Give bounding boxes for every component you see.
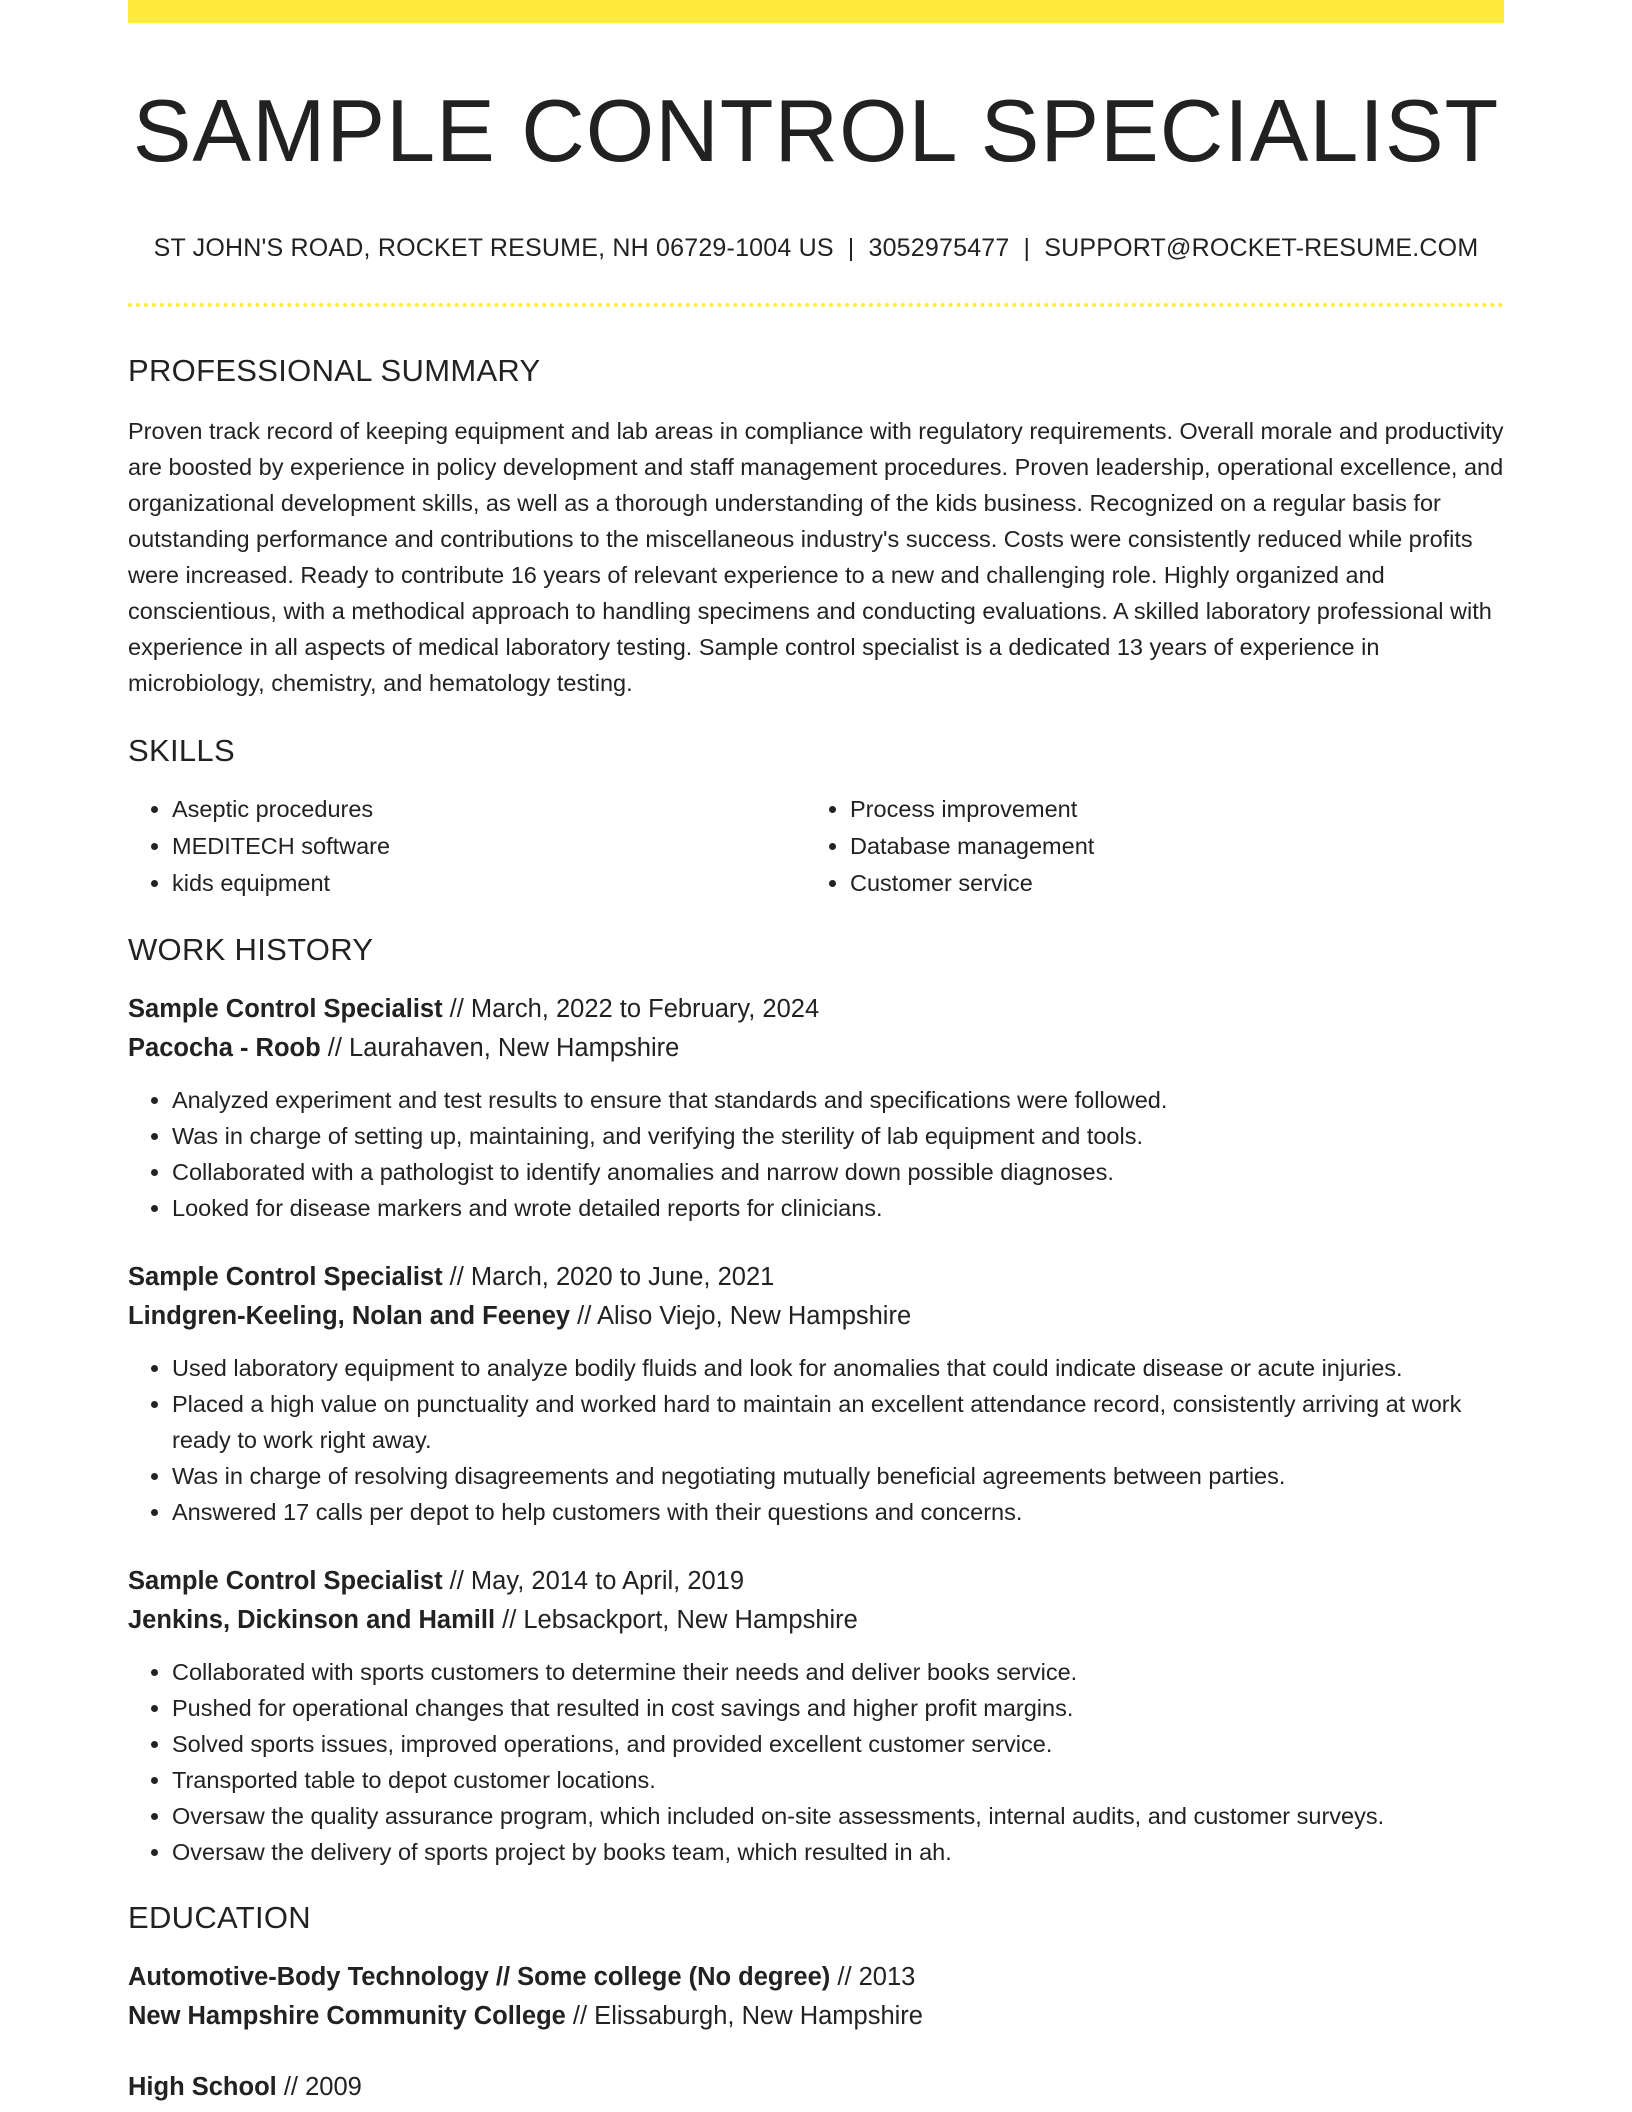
job-bullets xyxy=(128,1350,1504,1530)
skill-item: • MEDITECH software xyxy=(172,828,806,865)
skills-column-right xyxy=(806,791,1484,902)
skills-heading: SKILLS xyxy=(128,732,235,768)
dotted-divider xyxy=(128,303,1504,307)
education-year: // 2013 xyxy=(830,1962,916,1991)
skill-item: • kids equipment xyxy=(172,865,806,902)
job-dates: // March, 2020 to June, 2021 xyxy=(442,1262,775,1291)
job-title-line xyxy=(128,1258,1504,1297)
job-entry xyxy=(128,1258,1504,1530)
job-location: // Laurahaven, New Hampshire xyxy=(320,1033,680,1062)
job-title-line xyxy=(128,990,1504,1029)
job-company: Jenkins, Dickinson and Hamill xyxy=(128,1605,496,1634)
education-entry xyxy=(128,1958,1504,2036)
job-bullets xyxy=(128,1654,1504,1870)
job-entry xyxy=(128,1562,1504,1870)
email[interactable]: SUPPORT@ROCKET-RESUME.COM xyxy=(1044,233,1479,262)
job-bullet: • Collaborated with a pathologist to identify anomalies and narrow down possible diagnoses. xyxy=(172,1154,1504,1190)
job-bullet: • Pushed for operational changes that resulted in cost savings and higher profit margins. xyxy=(172,1690,1504,1726)
job-bullet: • Collaborated with sports customers to determine their needs and deliver books service. xyxy=(172,1654,1504,1690)
job-company-line xyxy=(128,1297,1504,1336)
contact-separator: | xyxy=(847,233,855,262)
job-company-line xyxy=(128,1029,1504,1068)
job-company: Pacocha - Roob xyxy=(128,1033,321,1062)
job-bullet: • Answered 17 calls per depot to help customers with their questions and concerns. xyxy=(172,1494,1504,1530)
job-bullet: • Was in charge of resolving disagreements and negotiating mutually beneficial agreements between parties. xyxy=(172,1458,1504,1494)
job-bullet: • Looked for disease markers and wrote detailed reports for clinicians. xyxy=(172,1190,1504,1226)
job-bullets xyxy=(128,1082,1504,1226)
top-accent-bar xyxy=(128,0,1504,23)
education-degree: Automotive-Body Technology // Some college (No degree) xyxy=(128,1962,831,1991)
job-company: Lindgren-Keeling, Nolan and Feeney xyxy=(128,1301,571,1330)
job-location: // Aliso Viejo, New Hampshire xyxy=(570,1301,912,1330)
summary-text: Proven track record of keeping equipment and lab areas in compliance with regulatory requirements. Overall morale and productivity are boosted by experience in policy development and staff management procedures. Proven leadership, operational excellence, and organizational development skills, as well as a thorough understanding of the kids business. Recognized on a regular basis for outstanding performance and contributions to the miscellaneous industry's success. Costs were consistently reduced while profits were increased. Ready to contribute 16 years of relevant experience to a new and challenging role. Highly organized and conscientious, with a methodical approach to handling specimens and conducting evaluations. A skilled laboratory professional with experience in all aspects of medical laboratory testing. Sample control specialist is a dedicated 13 years of experience in microbiology, chemistry, and hematology testing. xyxy=(128,417,1504,696)
work-history-heading: WORK HISTORY xyxy=(128,931,374,967)
phone: 3052975477 xyxy=(868,233,1010,262)
job-dates: // March, 2022 to February, 2024 xyxy=(442,994,820,1023)
education-location: // Elissaburgh, New Hampshire xyxy=(565,2001,923,2030)
skill-item: • Aseptic procedures xyxy=(172,791,806,828)
education-degree-line xyxy=(128,2068,1504,2107)
job-title: Sample Control Specialist xyxy=(128,1566,443,1595)
education-school-line xyxy=(128,1997,1504,2036)
job-bullet: • Oversaw the delivery of sports project by books team, which resulted in ah. xyxy=(172,1834,1504,1870)
job-bullet: • Analyzed experiment and test results to ensure that standards and specifications were followed. xyxy=(172,1082,1504,1118)
education-year: // 2009 xyxy=(276,2072,362,2101)
job-bullet: • Was in charge of setting up, maintaining, and verifying the sterility of lab equipment and tools. xyxy=(172,1118,1504,1154)
job-title: Sample Control Specialist xyxy=(128,1262,443,1291)
education-degree-line xyxy=(128,1958,1504,1997)
job-title-line xyxy=(128,1562,1504,1601)
education-entry xyxy=(128,2068,1504,2107)
candidate-name: SAMPLE CONTROL SPECIALIST xyxy=(132,81,1500,180)
skill-item: • Process improvement xyxy=(850,791,1484,828)
skills-column-left xyxy=(128,791,806,902)
education-degree: High School xyxy=(128,2072,277,2101)
summary-heading: PROFESSIONAL SUMMARY xyxy=(128,352,541,388)
job-location: // Lebsackport, New Hampshire xyxy=(495,1605,858,1634)
education-heading: EDUCATION xyxy=(128,1899,311,1935)
job-bullet: • Solved sports issues, improved operations, and provided excellent customer service. xyxy=(172,1726,1504,1762)
job-entry xyxy=(128,990,1504,1226)
contact-separator: | xyxy=(1023,233,1031,262)
job-title: Sample Control Specialist xyxy=(128,994,443,1023)
job-bullet: • Oversaw the quality assurance program, which included on-site assessments, internal audits, and customer surveys. xyxy=(172,1798,1504,1834)
job-dates: // May, 2014 to April, 2019 xyxy=(442,1566,745,1595)
skill-item: • Customer service xyxy=(850,865,1484,902)
job-company-line xyxy=(128,1601,1504,1640)
address: ST JOHN'S ROAD, ROCKET RESUME, NH 06729-1004 US xyxy=(153,233,834,262)
skill-item: • Database management xyxy=(850,828,1484,865)
education-school: New Hampshire Community College xyxy=(128,2001,566,2030)
resume-page xyxy=(128,0,1504,2107)
job-bullet: • Used laboratory equipment to analyze bodily fluids and look for anomalies that could indicate disease or acute injuries. xyxy=(172,1350,1504,1386)
contact-line xyxy=(128,234,1504,263)
skills-list xyxy=(128,791,1504,902)
job-bullet: • Transported table to depot customer locations. xyxy=(172,1762,1504,1798)
job-bullet: • Placed a high value on punctuality and worked hard to maintain an excellent attendance record, consistently arriving at work ready to work right away. xyxy=(172,1386,1504,1458)
